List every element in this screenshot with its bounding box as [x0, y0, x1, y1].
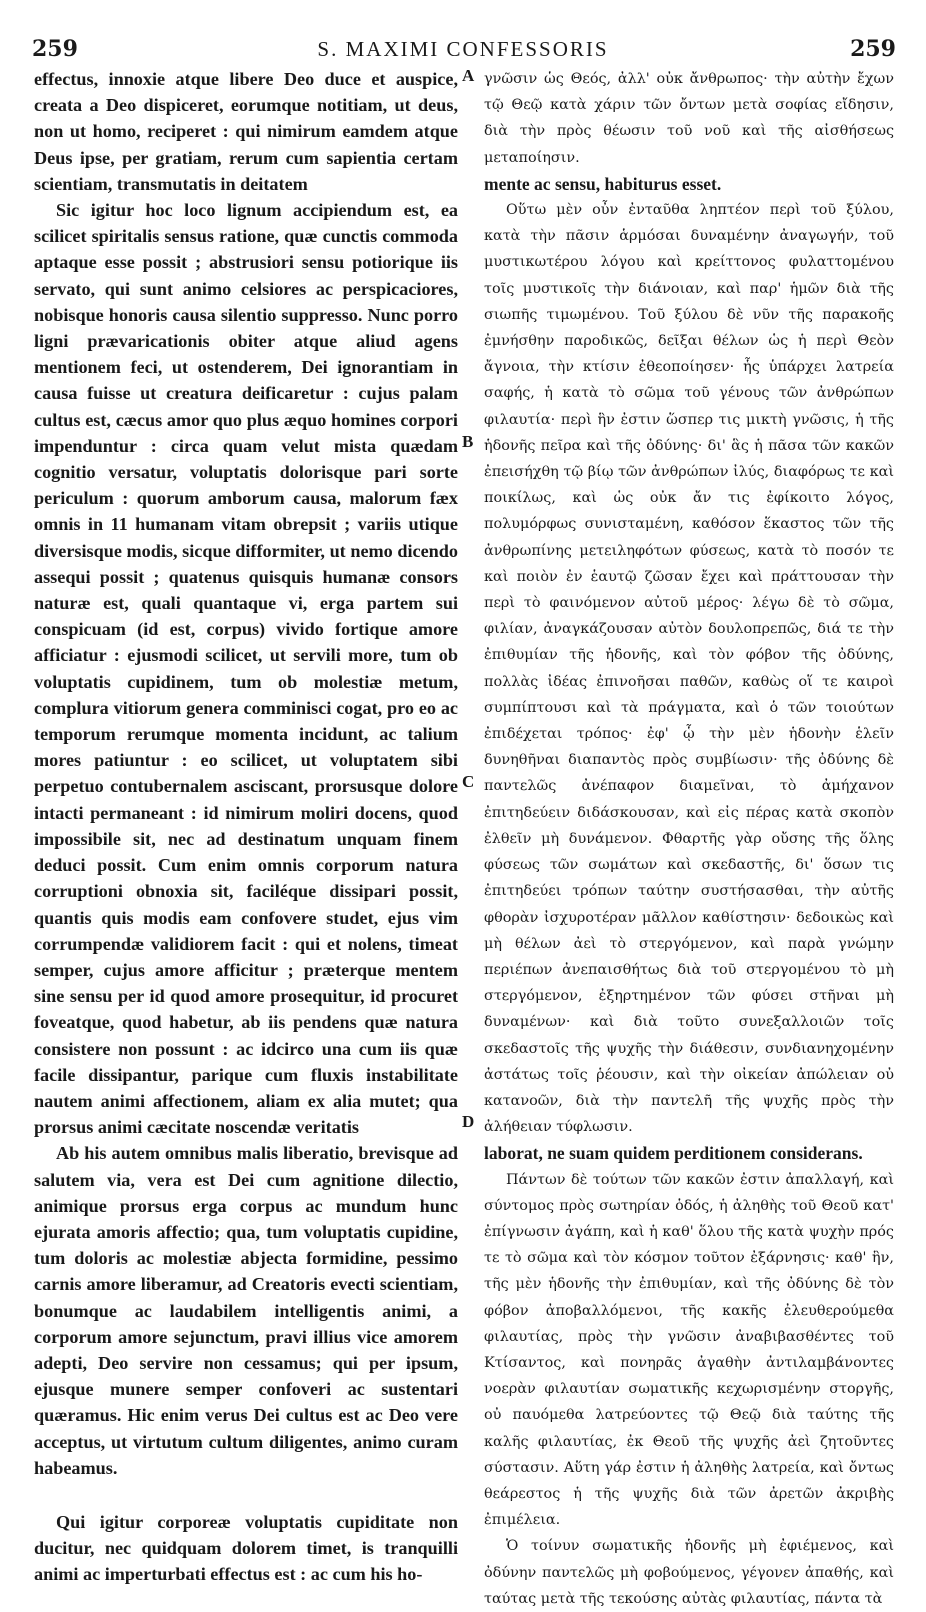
latin-paragraph: Qui igitur corporeæ voluptatis cupiditate non ducitur, nec quidquam dolorem timet, is tranquilli animi ac imperturbati effectus est : ac cum his ho- [34, 1511, 458, 1585]
greek-column [484, 66, 894, 1612]
page-number-left: 259 [32, 36, 78, 62]
latin-continuation: laborat, ne suam quidem perditionem considerans. [484, 1143, 863, 1164]
greek-paragraph: Ὁ τοίνυν σωματικῆς ἡδονῆς μὴ ἐφιέμενος, καὶ ὀδύνην παντελῶς μὴ φοβούμενος, γέγονεν ἀπαθής, καὶ ταύτας μετὰ τῆς τεκούσης αὐτὰς φιλαυτίας, πάντα τὰ [484, 1538, 894, 1607]
running-title: S. MAXIMI CONFESSORIS [317, 37, 609, 61]
latin-continuation: mente ac sensu, habiturus esset. [484, 173, 722, 194]
page-number-right: 259 [850, 36, 896, 62]
margin-letter-c: C [462, 772, 475, 791]
latin-paragraph: effectus, innoxie atque libere Deo duce et auspice, creata a Deo dispiceret, eorumque notitiam, ut deus, non ut homo, reciperet : qui nimirum eamdem atque Deus ipse, per gratiam, rerum cum sapientia certam scientiam, transmutatis in deitatem [34, 69, 458, 194]
page-header [0, 0, 926, 60]
greek-paragraph: Πάντων δὲ τούτων τῶν κακῶν ἐστιν ἀπαλλαγή, καὶ σύντομος πρὸς σωτηρίαν ὁδός, ἡ ἀληθὴς τοῦ Θεοῦ κατ' ἐπίγνωσιν ἀγάπη, καὶ ἡ καθ' ὅλου τῆς κατὰ ψυχὴν πρός τε τὸ σῶμα καὶ τὸν κόσμον τοῦτον ἐξάρνησις· καθ' ἣν, τῆς μὲν ἡδονῆς τὴν ἐπιθυμίαν, καὶ τῆς ὀδύνης δὲ τὸν φόβον ἀποβαλλόμενοι, τῆς κακῆς ἐλευθερούμεθα φιλαυτίας, πρὸς τὴν γνῶσιν ἀναβιβασθέντες τοῦ Κτίσαντος, καὶ πονηρᾶς ἀγαθὴν ἀντιλαμβάνοντες νοερὰν φιλαυτίαν σωματικῆς κεχωρισμένην στοργῆς, οὐ παυόμεθα λατρεύοντες τῷ Θεῷ διὰ ταύτης τῆς καλῆς φιλαυτίας, ἐκ Θεοῦ τῆς ψυχῆς ἀεὶ ζητοῦντες σύστασιν. Αὕτη γάρ ἐστιν ἡ ἀληθὴς λατρεία, καὶ ὄντως θεάρεστος ἡ τῆς ψυχῆς διὰ τῶν ἀρετῶν ἀκριβὴς ἐπιμέλεια. [484, 1171, 894, 1529]
greek-paragraph: Οὕτω μὲν οὖν ἐνταῦθα ληπτέον περὶ τοῦ ξύλου, κατὰ τὴν πᾶσιν ἁρμόσαι δυναμένην ἀναγωγήν, τοῦ μυστικωτέρου λόγου καὶ κρείττονος φυλαττομένου τοῖς μυστικοῖς τὴν διάνοιαν, καὶ παρ' ἡμῶν διὰ τῆς σιωπῆς τιμωμένου. Τοῦ ξύλου δὲ νῦν τῆς παρακοῆς ἐμνήσθην παροδικῶς, δεῖξαι θέλων ὡς ἡ περὶ Θεὸν ἄγνοια, τὴν κτίσιν ἐθεοποίησεν· ἧς ὑπάρχει λατρεία σαφής, ἡ κατὰ τὸ σῶμα τοῦ γένους τῶν ἀνθρώπων φιλαυτία· περὶ ἣν ἐστιν ὥσπερ τις μικτὴ γνῶσις, ἡ τῆς ἡδονῆς πεῖρα καὶ τῆς ὀδύνης· δι' ἃς ἡ πᾶσα τῶν κακῶν ἐπεισήχθη τῷ βίῳ τῶν ἀνθρώπων ἰλύς, διαφόρως τε καὶ ποικίλως, καὶ ὡς οὐκ ἄν τις ἐφίκοιτο λόγος, πολυμόρφως συνισταμένη, καθόσον ἕκαστος τῶν τῆς ἀνθρωπίνης μετειληφότων φύσεως, κατὰ τὸ ποσόν τε καὶ ποιὸν ἐν ἑαυτῷ ζῶσαν ἔχει καὶ πράττουσαν τὴν περὶ τὸ φαινόμενον αὐτοῦ μέρος· λέγω δὲ τὸ σῶμα, φιλίαν, ἀναγκάζουσαν αὐτὸν δουλοπρεπῶς, διά τε τὴν ἐπιθυμίαν τῆς ἡδονῆς, καὶ τὸν φόβον τῆς ὀδύνης, πολλὰς ἰδέας ἐπινοῆσαι παθῶν, καθὼς οἵ τε καιροὶ συμπίπτουσι καὶ τὰ πράγματα, καὶ ὁ τῶν τοιούτων ἐπιδέχεται τρόπος· ἐφ' ᾧ τὴν μὲν ἡδονὴν ἑλεῖν δυνηθῆναι διαπαντὸς πρὸς συμβίωσιν· τῆς ὀδύνης δὲ παντελῶς ἀνέπαφον διαμεῖναι, τὸ ἀμήχανον ἐπιτηδεύειν διδάσκουσαν, καὶ εἰς πέρας κατὰ σκοπὸν ἐλθεῖν μὴ δυνάμενον. Φθαρτῆς γὰρ οὔσης τῆς ὅλης φύσεως τῶν σωμάτων καὶ σκεδαστῆς, δι' ὅσων τις ἐπιτηδεύει τρόπων ταύτην συστήσασθαι, τὴν αὐτῆς φθορὰν ἰσχυροτέραν μᾶλλον καθίστησιν· δεδοικὼς καὶ μὴ θέλων ἀεὶ τὸ στεργόμενον, καὶ παρὰ γνώμην περιέπων ἀνεπαισθήτως διὰ τοῦ στεργομένου τὸ μὴ στεργόμενον, ἐξηρτημένον τῶν φύσει στῆναι μὴ δυναμένων· καὶ διὰ τοῦτο συνεξαλλοιῶν τοῖς σκεδαστοῖς τῆς ψυχῆς τὴν διάθεσιν, συνδιανηχομένην ἀστάτως τοῖς ῥέουσιν, καὶ τὴν οἰκείαν ἀπώλειαν οὐ κατανοῶν, διὰ τὴν παντελῆ τῆς ψυχῆς πρὸς τὴν ἀλήθειαν τύφλωσιν. [484, 202, 894, 1136]
latin-column [34, 66, 458, 1588]
margin-letter-d: D [462, 1112, 475, 1131]
latin-paragraph: Sic igitur hoc loco lignum accipiendum est, ea scilicet spiritalis sensus ratione, quæ cunctis commoda aptaque esse possit ; abstrusiori sensu potiorique iis servato, qui sunt animo celsiores ac perspicaciores, nobisque honoris causa silentio suppresso. Nunc porro ligni prævaricationis obiter atque aliud agens mentionem feci, ut ostenderem, Dei ignorantiam in causa fuisse ut creatura deificaretur : cujus palam cultus est, cæcus amor quo plus æquo homines corpori impenduntur : circa quam velut mista quædam cognitio versatur, voluptatis dolorisque pari sorte periculum : quorum amborum causa, malorum fæx omnis in 11 humanam vitam obrepsit ; variis utique diversisque modis, sicque difformiter, ut nemo dicendo assequi possit ; quatenus quisquis humanæ consors naturæ est, quali quantaque vi, erga partem sui conspicuam (id est, corpus) vivido fortique amore afficiatur : ejusmodi scilicet, ut servili more, tum ob voluptatis cupidinem, tum ob molestiæ metum, complura vitiorum genera comminisci cogat, pro eo ac temporum rerumque momenta incidunt, ac talium mores patiuntur : eo scilicet, ut voluptatem sibi perpetuo contubernalem asciscant, prorsusque dolore intacti permaneant : id nimirum moliri docens, quod impossibile sit, nec ad destinatum unquam finem deduci possit. Cum enim omnis corporum natura corruptioni obnoxia sit, faciléque dissipari possit, quantis quis modis eam confovere studet, ejus vim corrumpendæ validiorem facit : qui et nolens, timeat semper, cujus amore afficitur ; præterque mentem sine sensu per id quod amore prosequitur, id procuret foveatque, quod habetur, ab iis pendens quæ natura consistere non possunt : ac idcirco una cum iis quæ facile dissipantur, parique cum fluxis instabilitate nautem animi affectionem, aliam ex alia mutet; qua prorsus animi cæcitate noscendæ veritatis [34, 200, 458, 1138]
latin-paragraph: Ab his autem omnibus malis liberatio, brevisque ad salutem via, vera est Dei cum agnitione dilectio, animique prorsus erga corpus ac mundum hunc ejurata amoris affectio; qua, tum voluptatis cupidine, tum doloris ac molestiæ abjecta formidine, pessimo carnis amore liberamur, ad Creatoris evecti scientiam, bonumque ac laudabilem intelligentis animi, a corporum amore sejunctum, pravi illius vice amorem adepti, Deo servire non cessamus; qui per ipsum, ejusque munere semper confoveri ac sustentari quæramus. Hic enim verus Dei cultus est ac Deo vere acceptus, ut virtutum cultum diligentes, animo curam habeamus. [34, 1143, 458, 1478]
margin-letter-b: B [462, 432, 474, 451]
greek-paragraph: γνῶσιν ὡς Θεός, ἀλλ' οὐκ ἄνθρωπος· τὴν αὐτὴν ἔχων τῷ Θεῷ κατὰ χάριν τῶν ὄντων μετὰ σοφίας εἴδησιν, διὰ τὴν πρὸς θέωσιν τοῦ νοῦ καὶ τῆς αἰσθήσεως μεταποίησιν. [484, 71, 894, 166]
margin-letter-a: A [462, 66, 475, 85]
